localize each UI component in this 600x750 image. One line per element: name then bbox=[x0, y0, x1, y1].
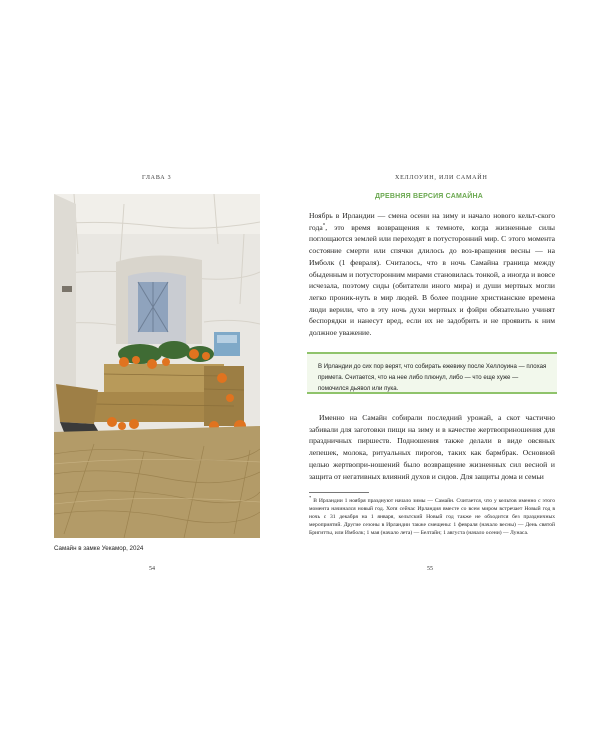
footnote-text: В Ирландии 1 ноября празднуют начало зимы — Самайн. Считается, что у кельтов именно с этого момента начинался новый год. Хотя сейчас Ирландия вместе со всем миром встречает Новый год в ночь с 31 декабря на 1 января, кельтский Новый год также не обходится без праздничных мероприятий. Другие сезоны в Ирландии также смещены: 1 февраля (начало весны) — День святой Бригитты, или Имболк; 1 мая (начало лета) — Белтайн; 1 августа (начало осени) — Лунаса. bbox=[309, 498, 555, 537]
callout-text: В Ирландии до сих пор верят, что собирать ежевику после Хеллоуина — плохая примета. Считается, что на нее либо плюнул, либо — что еще хуже — помочился дьявол или пука. bbox=[318, 363, 547, 392]
footnote-ref: * bbox=[322, 223, 326, 229]
para1-text-a: Ноябрь в Ирландии — смена осени на зиму и начало нового кельт-ского года bbox=[309, 211, 555, 232]
right-page bbox=[300, 0, 600, 750]
body-paragraph-2 bbox=[309, 412, 555, 482]
section-heading: ДРЕВНЯЯ ВЕРСИЯ САМАЙНА bbox=[374, 193, 484, 200]
footnote-mark: * bbox=[309, 495, 312, 501]
footnote bbox=[309, 497, 555, 537]
running-head-right: ХЕЛЛОУИН, ИЛИ САМАЙН bbox=[395, 175, 488, 181]
photo-caption: Самайн в замке Уекамор, 2024 bbox=[54, 545, 144, 552]
body-paragraph-1 bbox=[309, 210, 555, 339]
page-number-right: 55 bbox=[427, 566, 433, 572]
page-number-left: 54 bbox=[149, 566, 155, 572]
footnote-divider bbox=[309, 492, 369, 493]
photo-samhain-castle bbox=[54, 194, 260, 538]
para1-text-b: , это время возвращения к темноте, когда жизненные силы поглощаются землей или переходят в потусторонний мир. С этого момента состояние смерти или спячки длилось до воз-вращения весны — на Имболк (1 февраля). Считалось, что в ночь Самайна граница между обыденным и потусторонним мирами становилась тонкой, а иногда и вовсе исчезала, поэтому сиды (обитатели иного мира) и души мертвых могли легко проник-нуть в мир людей. В более поздние христианские времена люди верили, что в эту ночь духи мертвых и фэйри обязательно учинят беспорядки и нанесут вред, если их не задобрить и не проявить к ним должное уважение. bbox=[309, 222, 555, 338]
para2-text: Именно на Самайн собирали последний урожай, а скот частично забивали для заготовки пищи на зиму и в качестве жертвоприношения для праздничных пиршеств. Подношения также делали в виде овсяных лепешек, молока, ритуальных пирогов, таких как бармбрак. Основной целью жертвопри-ношений было возвращение жизненных сил весной и защита от негативных влияний духов и сидов. Для защиты дома и семьи bbox=[309, 413, 555, 481]
photo-illustration bbox=[54, 194, 260, 538]
running-head-left: ГЛАВА 3 bbox=[142, 175, 172, 181]
callout-box bbox=[307, 352, 557, 394]
